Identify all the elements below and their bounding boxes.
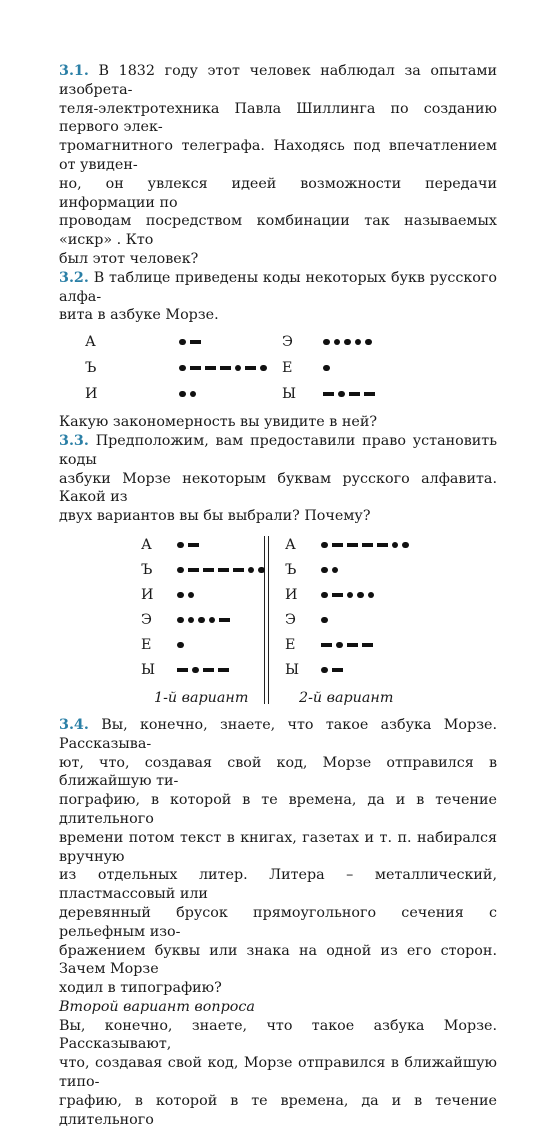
morse-dot: [235, 365, 242, 372]
morse-dot: [392, 542, 399, 549]
q32-text-1: В таблице приведены коды некоторых букв русского алфа-: [59, 269, 498, 305]
morse-dot: [177, 617, 184, 624]
morse-dot: [177, 567, 184, 574]
morse-dot: [179, 365, 186, 372]
q34-line-7: бражением буквы или знака на одной из его сторон. Зачем Морзе: [59, 942, 497, 978]
morse-letter: Э: [141, 611, 152, 628]
morse-dot: [188, 617, 195, 624]
question-number: 3.3.: [59, 432, 89, 449]
variant-title: Второй вариант вопроса: [59, 998, 255, 1015]
morse-variants-table: [59, 534, 497, 712]
variant-1-caption: 1-й вариант: [154, 689, 249, 706]
morse-letter: Ы: [285, 661, 300, 678]
question-3-3: [59, 432, 497, 712]
q32-after: Какую закономерность вы увидите в ней?: [59, 414, 378, 431]
morse-letter: А: [285, 536, 296, 553]
morse-dash: [321, 643, 332, 647]
q31-line-4: но, он увлекся идеей возможности передачи информации по: [59, 175, 497, 211]
morse-letter: И: [85, 386, 98, 403]
question-number: 3.2.: [59, 269, 89, 286]
morse-dot: [321, 542, 328, 549]
morse-code: [177, 536, 203, 554]
morse-code: [177, 636, 188, 654]
morse-letter: Э: [282, 334, 293, 351]
morse-dash: [218, 668, 229, 672]
morse-dot: [357, 592, 364, 599]
morse-dot: [260, 365, 267, 372]
morse-dash: [203, 568, 214, 572]
morse-dot: [321, 567, 328, 574]
morse-dash: [233, 568, 244, 572]
q31-line-6: был этот человек?: [59, 250, 199, 267]
morse-dot: [192, 667, 199, 674]
morse-dash: [245, 366, 256, 370]
morse-code: [177, 586, 198, 604]
morse-dash: [203, 668, 214, 672]
morse-dot: [177, 542, 184, 549]
morse-code: [321, 586, 378, 604]
morse-letter: И: [141, 586, 154, 603]
question-3-4: [59, 716, 497, 1129]
morse-dot: [198, 617, 205, 624]
q34-line-5: из отдельных литер. Литера – металлический, пластмассовый или: [59, 867, 497, 903]
question-number: 3.4.: [59, 716, 89, 733]
morse-dot: [177, 592, 184, 599]
morse-dot: [321, 667, 328, 674]
morse-dash: [377, 543, 388, 547]
morse-code: [179, 333, 205, 351]
morse-dash: [332, 593, 343, 597]
q33-line-2: азбуки Морзе некоторым буквам русского алфавита. Какой из: [59, 470, 497, 506]
morse-letter: Ъ: [285, 561, 297, 578]
morse-code: [321, 561, 342, 579]
question-3-2: [59, 269, 497, 432]
morse-dot: [336, 642, 343, 649]
q34-line-3: пографию, в которой в те времена, да и в течение длительного: [59, 792, 497, 827]
morse-dash: [332, 668, 343, 672]
morse-dot: [323, 339, 330, 346]
morse-code: [177, 661, 233, 679]
morse-dash: [219, 618, 230, 622]
morse-code: [321, 661, 347, 679]
morse-dash: [205, 366, 216, 370]
morse-dash: [364, 392, 375, 396]
q34-line-1: [59, 716, 497, 754]
morse-dash: [347, 543, 358, 547]
q33-line-3: двух вариантов вы бы выбрали? Почему?: [59, 508, 371, 525]
morse-table-1: [59, 329, 497, 411]
morse-dot: [332, 567, 339, 574]
q32-line-1: [59, 269, 497, 307]
morse-dot: [248, 567, 255, 574]
q34-line-2: ют, что, создавая свой код, Морзе отправился в ближайшую ти-: [59, 754, 497, 790]
morse-dash: [362, 643, 373, 647]
morse-code: [321, 536, 413, 554]
q31-line-5: проводам посредством комбинации так называемых «искр» . Кто: [59, 213, 497, 249]
morse-dot: [344, 339, 351, 346]
morse-dot: [334, 339, 341, 346]
morse-dot: [365, 339, 372, 346]
morse-dot: [321, 592, 328, 599]
morse-dot: [368, 592, 375, 599]
q34-line-8: ходил в типографию?: [59, 980, 222, 997]
morse-dash: [323, 392, 334, 396]
morse-letter: Е: [141, 636, 152, 653]
q34-variant-line-1: Вы, конечно, знаете, что такое азбука Морзе. Рассказывают,: [59, 1017, 497, 1053]
q34-line-6: деревянный брусок прямоугольного сечения с рельефным изо-: [59, 904, 497, 940]
q31-text-1: В 1832 году этот человек наблюдал за опытами изобрета-: [59, 63, 498, 98]
morse-letter: Ъ: [141, 561, 153, 578]
morse-dot: [338, 391, 345, 398]
morse-letter: Е: [285, 636, 296, 653]
morse-letter: Э: [285, 611, 296, 628]
morse-dot: [258, 567, 265, 574]
q34-variant-line-2: что, создавая свой код, Морзе отправился в ближайшую типо-: [59, 1055, 497, 1091]
q31-line-1: [59, 62, 497, 100]
q34-variant-line-3: графию, в которой в те времена, да и в течение длительного: [59, 1092, 497, 1128]
morse-dash: [332, 543, 343, 547]
q31-line-3: тромагнитного телеграфа. Находясь под впечатлением от увиден-: [59, 138, 497, 173]
morse-dash: [190, 340, 201, 344]
morse-letter: Ы: [141, 661, 156, 678]
morse-code: [323, 359, 334, 377]
morse-dash: [347, 643, 358, 647]
morse-code: [177, 561, 269, 579]
morse-dash: [177, 668, 188, 672]
morse-code: [179, 359, 271, 377]
morse-dot: [355, 339, 362, 346]
morse-code: [323, 333, 376, 351]
morse-dash: [188, 543, 199, 547]
q34-text-1: Вы, конечно, знаете, что такое азбука Морзе. Рассказыва-: [59, 716, 497, 752]
morse-dot: [209, 617, 216, 624]
question-3-1: [59, 62, 497, 269]
morse-dash: [362, 543, 373, 547]
morse-dot: [177, 642, 184, 649]
variant-2-caption: 2-й вариант: [299, 689, 394, 706]
morse-code: [179, 385, 200, 403]
morse-code: [177, 611, 234, 629]
morse-dash: [188, 568, 199, 572]
morse-letter: Ы: [282, 386, 297, 403]
q31-line-2: теля-электротехника Павла Шиллинга по созданию первого элек-: [59, 100, 497, 136]
morse-code: [321, 611, 332, 629]
page-content: [59, 62, 497, 1129]
morse-dot: [179, 391, 186, 398]
morse-code: [321, 636, 377, 654]
morse-letter: И: [285, 586, 298, 603]
morse-dot: [402, 542, 409, 549]
morse-dash: [218, 568, 229, 572]
morse-dot: [347, 592, 354, 599]
morse-letter: Е: [282, 360, 293, 377]
morse-dash: [220, 366, 231, 370]
morse-dot: [179, 339, 186, 346]
morse-dot: [321, 617, 328, 624]
q33-text-1: Предположим, вам предоставили право установить коды: [59, 432, 498, 468]
q32-line-2: вита в азбуке Морзе.: [59, 307, 219, 324]
morse-code: [323, 385, 379, 403]
morse-letter: А: [141, 536, 152, 553]
morse-dot: [188, 592, 195, 599]
morse-dot: [190, 391, 197, 398]
question-number: 3.1.: [59, 63, 89, 79]
q34-line-4: времени потом текст в книгах, газетах и т. п. набирался вручную: [59, 829, 497, 865]
morse-dash: [349, 392, 360, 396]
morse-dot: [323, 365, 330, 372]
morse-letter: Ъ: [85, 360, 97, 377]
morse-letter: А: [85, 334, 96, 351]
morse-dash: [190, 366, 201, 370]
q33-line-1: [59, 432, 497, 470]
